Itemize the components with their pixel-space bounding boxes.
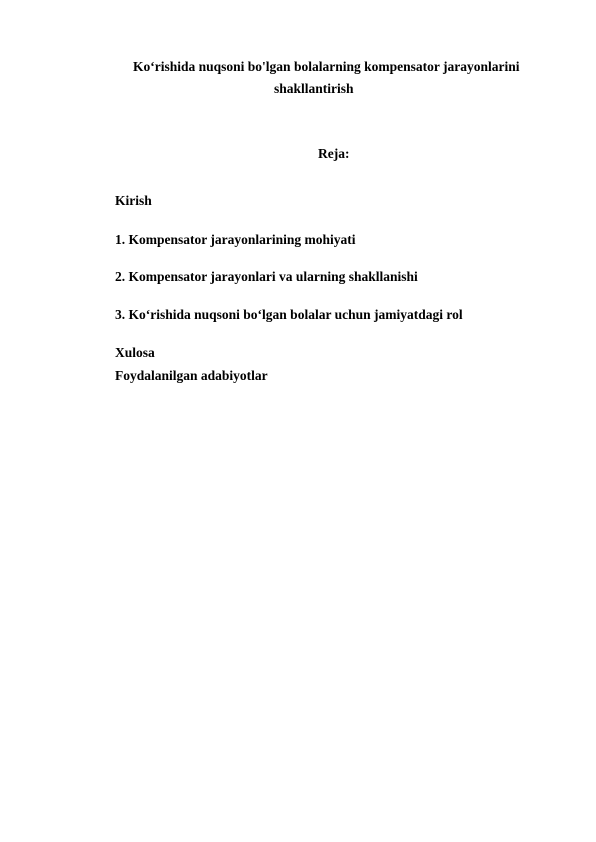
toc-item-chapter-1: 1. Kompensator jarayonlarining mohiyati — [115, 232, 356, 247]
document-title-line-1: Ko‘rishida nuqsoni bo'lgan bolalarning kompensator jarayonlarini — [133, 59, 520, 74]
toc-item-references: Foydalanilgan adabiyotlar — [115, 368, 268, 383]
toc-item-chapter-3: 3. Ko‘rishida nuqsoni bo‘lgan bolalar uchun jamiyatdagi rol — [115, 307, 463, 322]
toc-item-introduction: Kirish — [115, 193, 152, 208]
toc-item-chapter-2: 2. Kompensator jarayonlari va ularning shakllanishi — [115, 269, 418, 284]
toc-item-conclusion: Xulosa — [115, 345, 155, 360]
plan-heading: Reja: — [318, 146, 350, 161]
document-title-line-2: shakllantirish — [274, 81, 354, 96]
